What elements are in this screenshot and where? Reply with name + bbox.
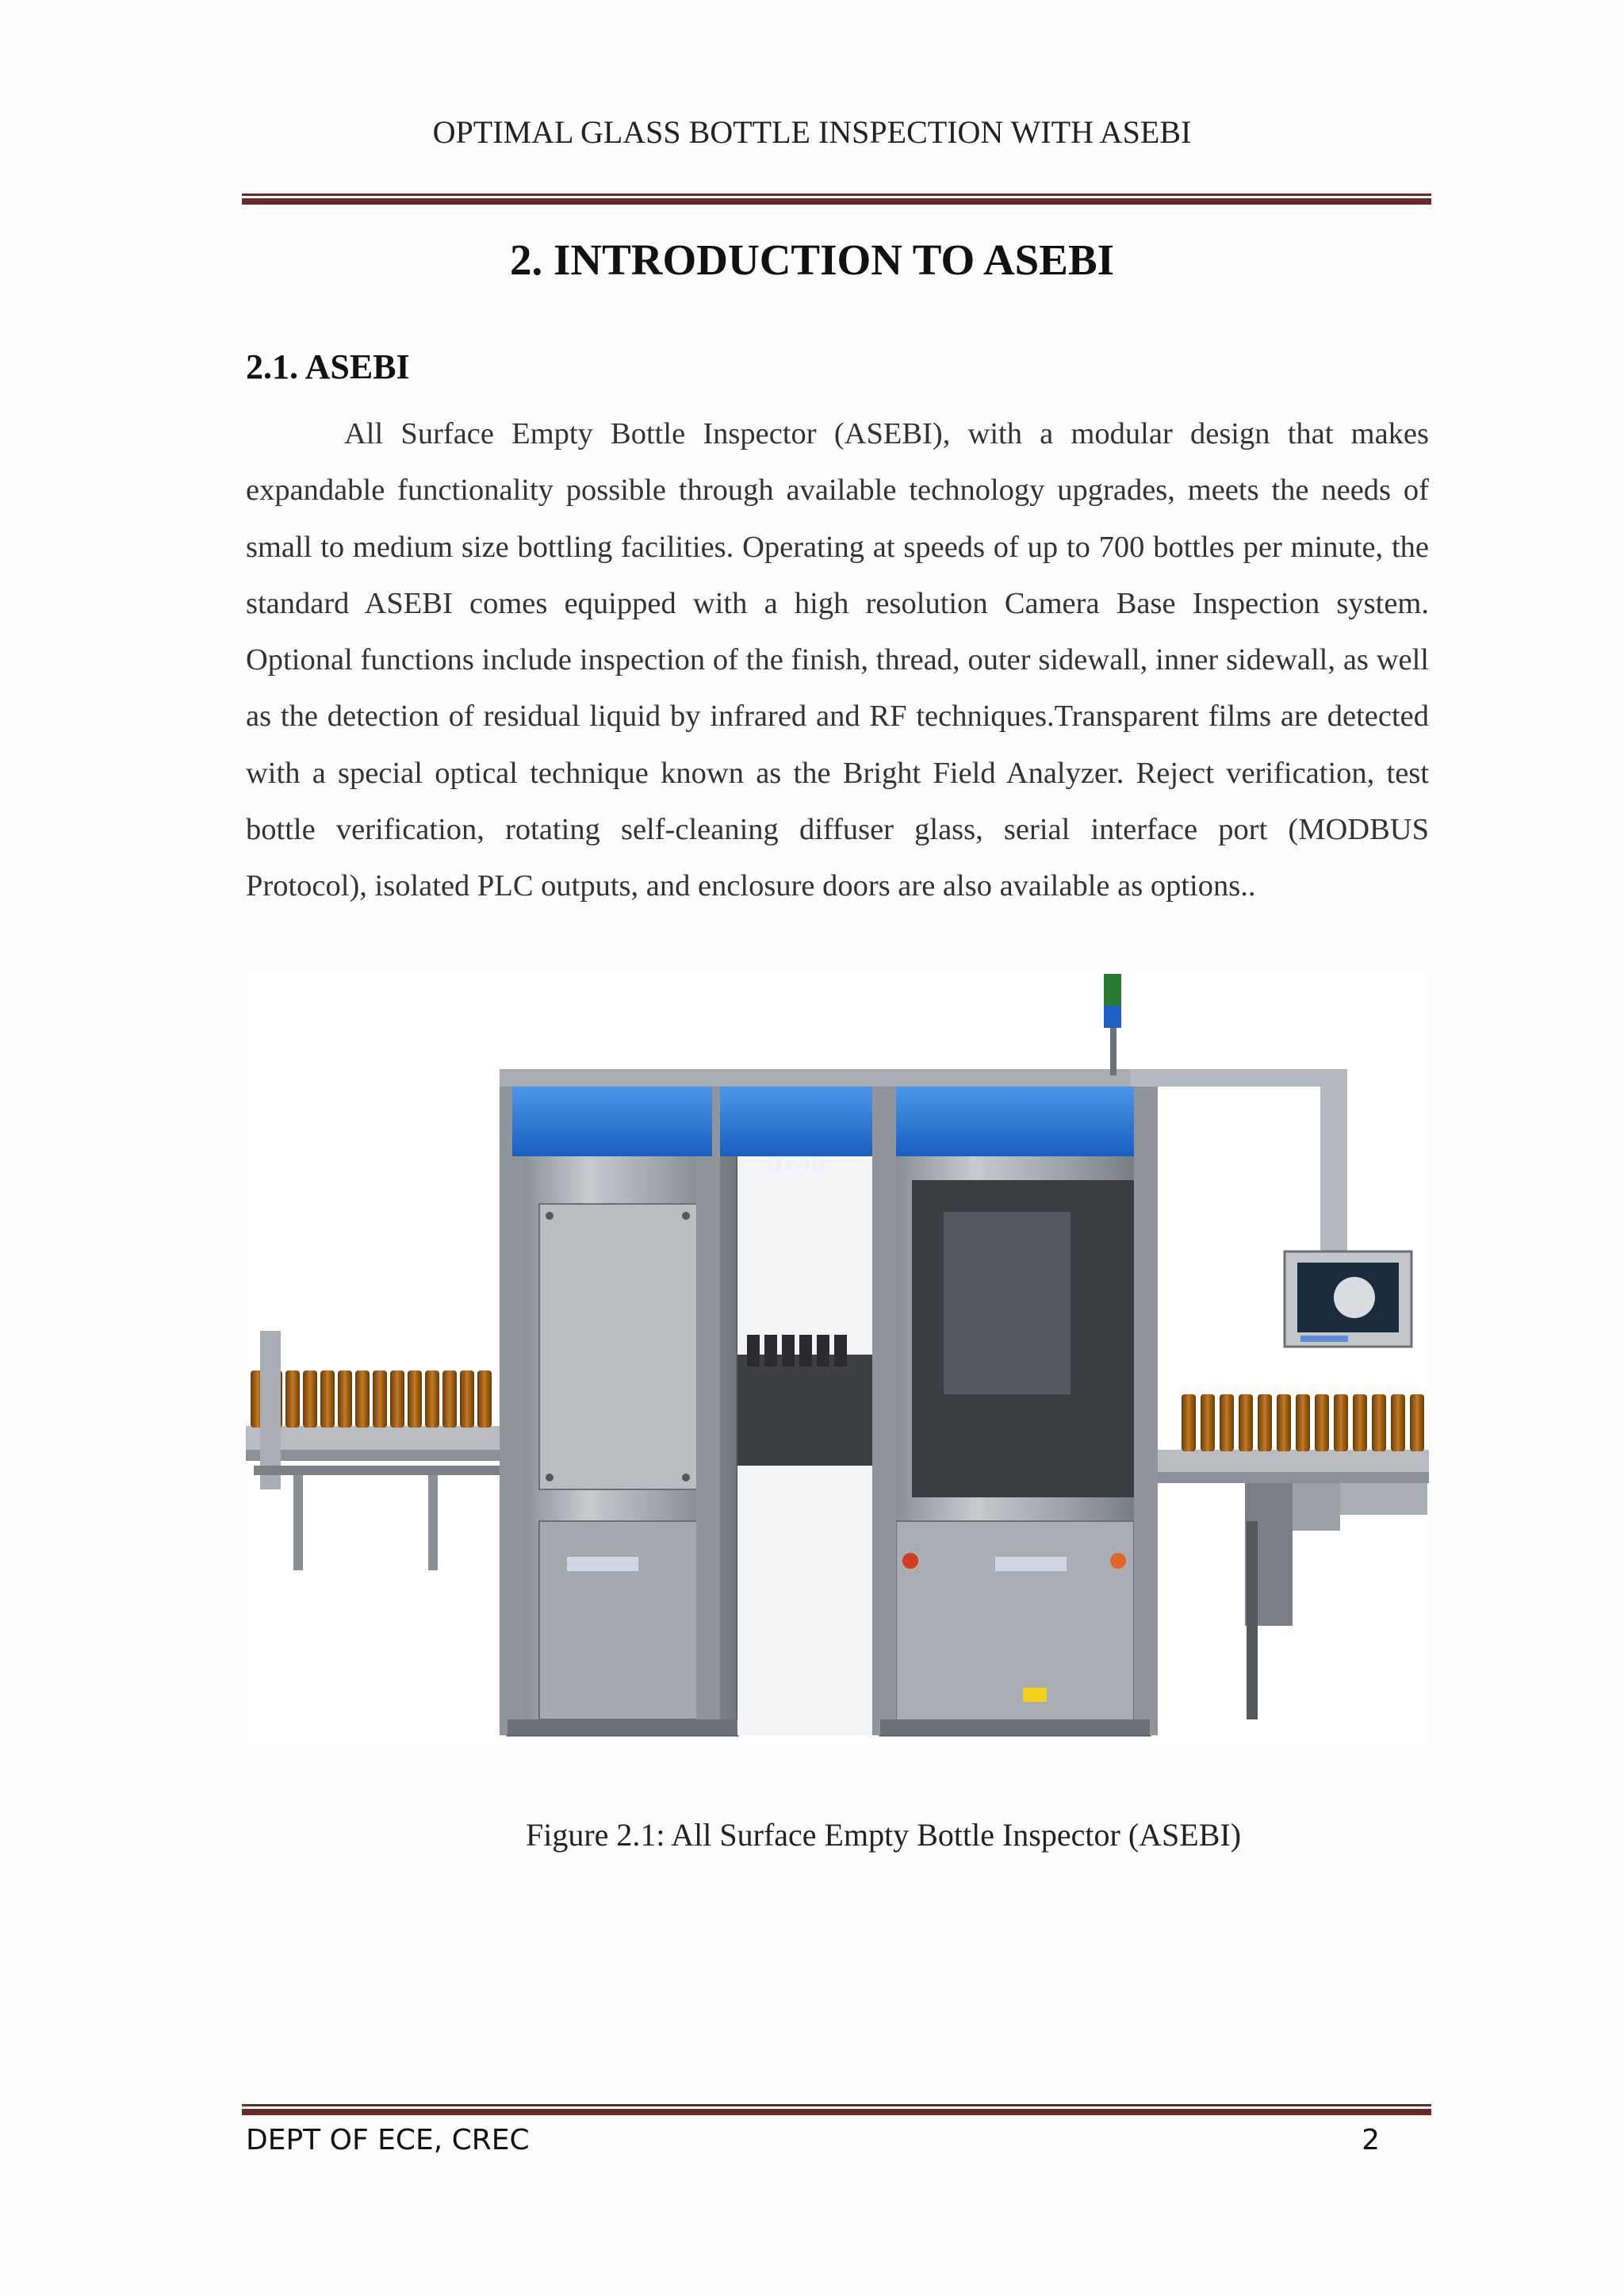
section-heading: 2.1. ASEBI	[246, 347, 410, 386]
header-rule	[242, 194, 1431, 205]
conveyor-right	[1158, 1394, 1429, 1626]
paragraph-text: All Surface Empty Bottle Inspector (ASEBI), with a modular design that makes expandable functionality possible through available technology upgrades, meets the needs of small to medium size bottling facilities. Operating at speeds of up to 700 bottles per minute, the standard ASEBI comes equipped with a high resolution Camera Base Inspection system. Optional functions include inspection of the finish, thread, outer sidewall, inner sidewall, as well as the detection of residual liquid by infrared and RF techniques.Transparent films are detected with a special optical technique known as the Bright Field Analyzer. Reject verification, test bottle verification, rotating self-cleaning diffuser glass, serial interface port (MODBUS Protocol), isolated PLC outputs, and enclosure doors are also available as options..	[246, 417, 1429, 903]
body-paragraph	[246, 406, 1429, 915]
figure-asebi-machine	[246, 974, 1429, 1743]
machine-body	[500, 1069, 1158, 1735]
figure-caption: Figure 2.1: All Surface Empty Bottle Inspector (ASEBI)	[525, 1817, 1242, 1853]
running-header: OPTIMAL GLASS BOTTLE INSPECTION WITH ASEBI	[432, 114, 1192, 150]
machine-illustration	[246, 974, 1429, 1743]
footer-rule	[242, 2104, 1431, 2115]
support-leg	[1247, 1521, 1258, 1719]
machine-label: OV-III	[765, 1152, 827, 1175]
chapter-title: 2. INTRODUCTION TO ASEBI	[509, 236, 1115, 284]
footer-department: DEPT OF ECE, CREC	[246, 2124, 530, 2156]
hmi-touchscreen	[1285, 1251, 1411, 1347]
page-number: 2	[1362, 2124, 1380, 2156]
conveyor-left	[246, 1331, 515, 1570]
